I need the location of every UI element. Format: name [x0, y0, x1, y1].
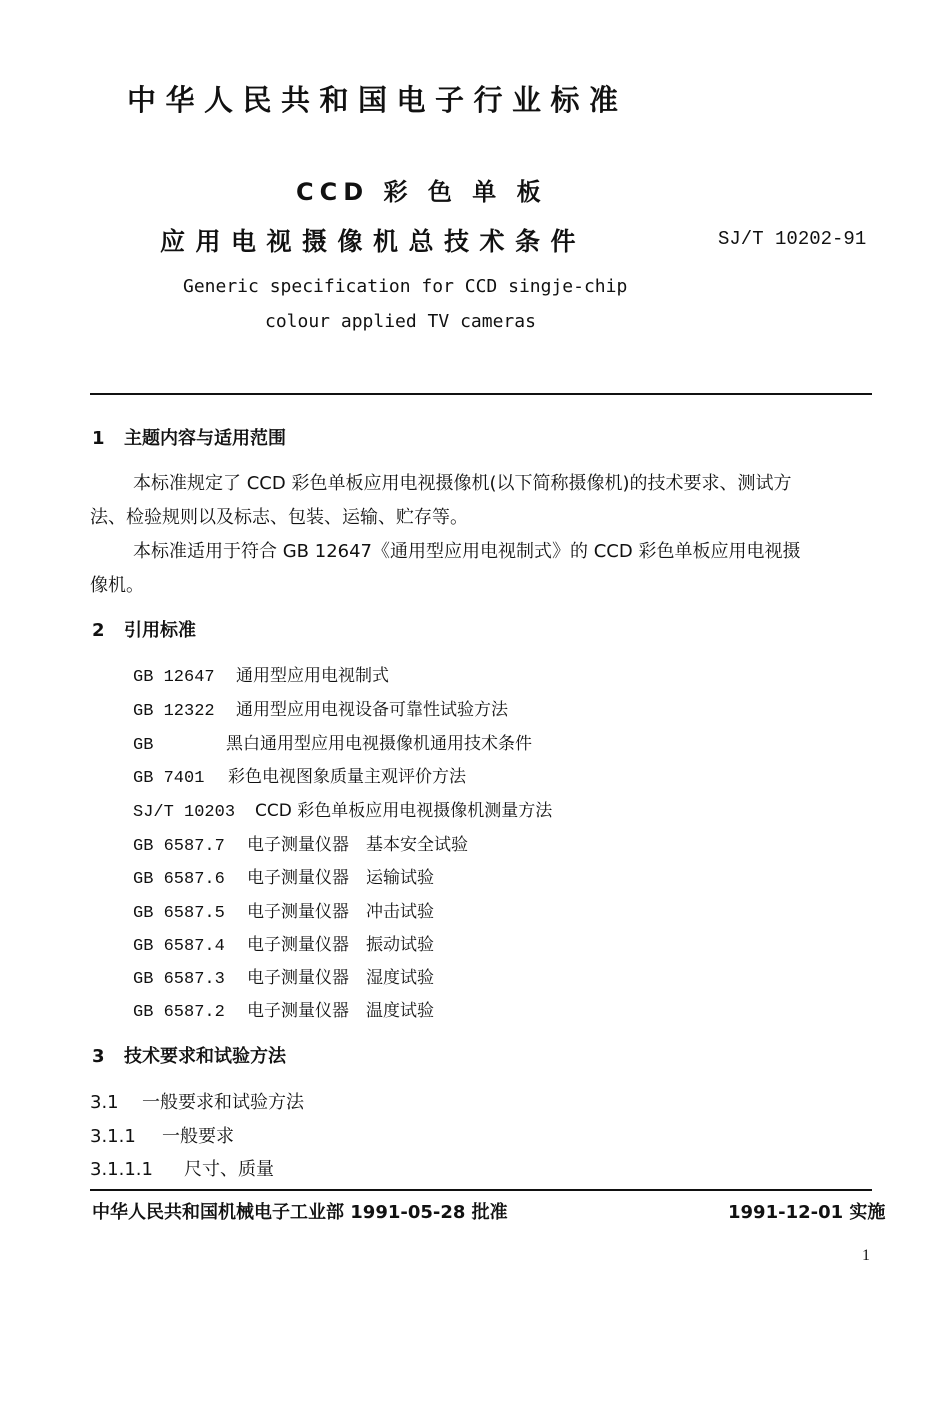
reference-title: 电子测量仪器 振动试验: [247, 935, 434, 955]
reference-code: GB 6587.2: [133, 1003, 225, 1022]
section-1-number: 1: [92, 428, 105, 449]
subsection-number: 3.1.1: [90, 1126, 136, 1147]
subsection-3-1-1: [90, 1122, 234, 1148]
section-1-para-2-line-2: 像机。: [90, 575, 144, 596]
reference-item: [133, 863, 434, 889]
reference-item: [133, 762, 466, 788]
page-number: 1: [862, 1247, 870, 1264]
reference-title: 彩色电视图象质量主观评价方法: [228, 767, 466, 787]
approval-info: 中华人民共和国机械电子工业部 1991-05-28 批准: [92, 1202, 508, 1223]
subsection-number: 3.1: [90, 1092, 119, 1113]
subsection-title: 一般要求: [162, 1126, 234, 1147]
subsection-number: 3.1.1.1: [90, 1159, 153, 1180]
reference-title: CCD 彩色单板应用电视摄像机测量方法: [255, 801, 553, 821]
implementation-date: 1991-12-01 实施: [728, 1202, 886, 1223]
section-2-heading: [92, 616, 196, 642]
section-3-heading: [92, 1042, 286, 1068]
reference-code: GB 6587.7: [133, 837, 225, 856]
reference-title: 电子测量仪器 运输试验: [247, 868, 434, 888]
reference-code: GB 7401: [133, 769, 205, 788]
reference-item: [133, 963, 434, 989]
reference-title: 通用型应用电视设备可靠性试验方法: [236, 700, 508, 720]
reference-code: GB 6587.3: [133, 970, 225, 989]
reference-code: GB 6587.5: [133, 904, 225, 923]
reference-title: 通用型应用电视制式: [236, 666, 389, 686]
reference-title: 电子测量仪器 基本安全试验: [247, 835, 468, 855]
subsection-3-1-1-1: [90, 1155, 274, 1181]
reference-item: [133, 830, 468, 856]
subsection-title: 一般要求和试验方法: [142, 1092, 304, 1113]
section-1-heading: [92, 424, 286, 450]
reference-code: GB 12647: [133, 668, 215, 687]
section-1-para-1-line-1: 本标准规定了 CCD 彩色单板应用电视摄像机(以下简称摄像机)的技术要求、测试方: [133, 473, 792, 494]
subsection-title: 尺寸、质量: [184, 1159, 274, 1180]
reference-title: 黑白通用型应用电视摄像机通用技术条件: [226, 734, 532, 754]
reference-code: GB 12322: [133, 702, 215, 721]
reference-code: GB 6587.4: [133, 937, 225, 956]
reference-code: GB: [133, 736, 154, 755]
title-line-1: CCD 彩 色 单 板: [296, 178, 547, 206]
section-1-para-1-line-2: 法、检验规则以及标志、包装、运输、贮存等。: [90, 507, 468, 528]
reference-item: [133, 661, 389, 687]
reference-item: [133, 796, 552, 822]
reference-code: GB 6587.6: [133, 870, 225, 889]
section-2-number: 2: [92, 620, 105, 641]
section-2-title: 引用标准: [124, 620, 196, 641]
reference-item: [133, 930, 434, 956]
subsection-3-1: [90, 1088, 304, 1114]
issuing-organization: 中华人民共和国电子行业标准: [127, 83, 628, 117]
reference-item: [133, 996, 434, 1022]
top-divider: [90, 393, 872, 395]
reference-title: 电子测量仪器 湿度试验: [247, 968, 434, 988]
reference-code: SJ/T 10203: [133, 803, 236, 822]
standard-code: SJ/T 10202-91: [718, 228, 867, 250]
reference-item: [133, 695, 508, 721]
reference-item: [133, 897, 434, 923]
english-title-line-1: Generic specification for CCD singje-chip: [183, 276, 628, 297]
section-3-title: 技术要求和试验方法: [124, 1046, 286, 1067]
english-title-line-2: colour applied TV cameras: [265, 311, 536, 332]
reference-title: 电子测量仪器 温度试验: [247, 1001, 434, 1021]
reference-item: [133, 729, 532, 755]
title-line-2: 应用电视摄像机总技术条件: [160, 227, 587, 256]
section-1-para-2-line-1: 本标准适用于符合 GB 12647《通用型应用电视制式》的 CCD 彩色单板应用电视摄: [133, 541, 801, 562]
section-1-title: 主题内容与适用范围: [124, 428, 286, 449]
reference-title: 电子测量仪器 冲击试验: [247, 902, 434, 922]
section-3-number: 3: [92, 1046, 105, 1067]
bottom-divider: [90, 1189, 872, 1191]
